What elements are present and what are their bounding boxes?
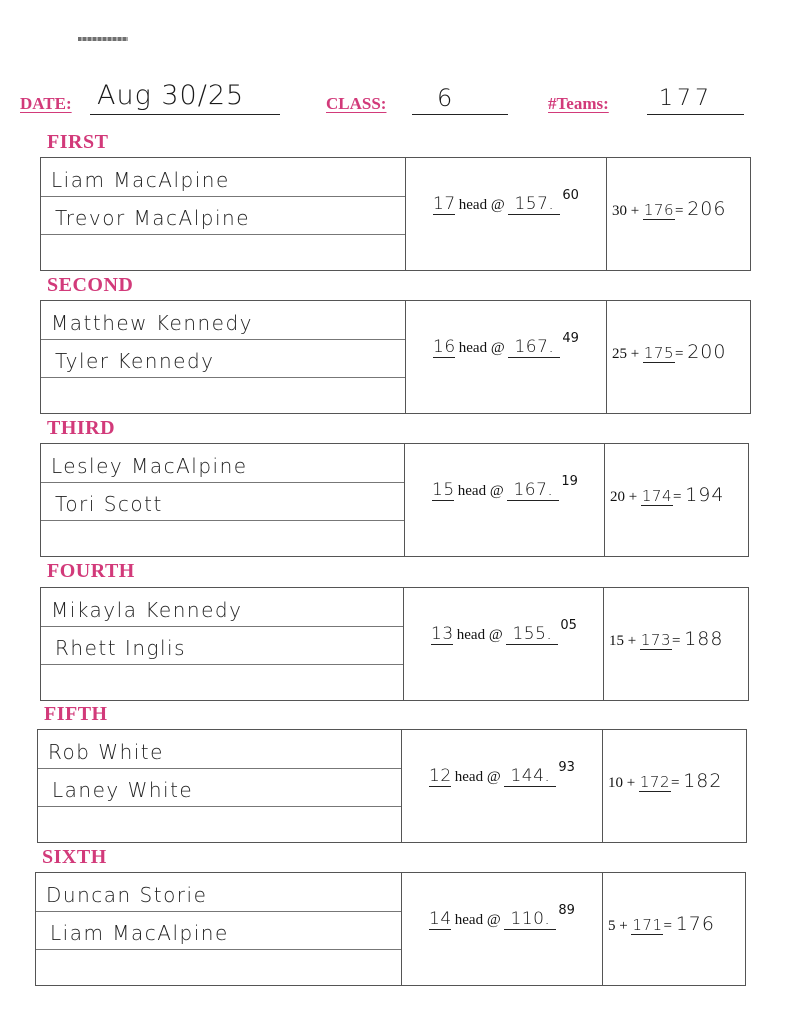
player-name-1: Lesley MacAlpine — [51, 454, 248, 478]
place-heading: FOURTH — [47, 560, 135, 582]
place-heading: SECOND — [47, 274, 134, 296]
player-name-2: Liam MacAlpine — [50, 921, 229, 945]
teams-label: #Teams: — [548, 94, 609, 113]
time-decimal: 19 — [561, 474, 578, 489]
place-heading: THIRD — [47, 417, 116, 439]
points-equation — [610, 484, 724, 506]
points-equation — [612, 341, 726, 363]
score-value: 176 — [643, 201, 675, 219]
time-value: 167. — [508, 337, 560, 358]
points-value: 15 + — [609, 633, 637, 649]
date-line — [90, 114, 280, 115]
player-name-1: Liam MacAlpine — [51, 168, 230, 192]
date-label: DATE: — [20, 94, 72, 113]
time-decimal: 05 — [560, 618, 577, 633]
column-divider — [602, 730, 603, 842]
head-time-entry — [433, 331, 579, 358]
place-heading: FIRST — [47, 131, 109, 153]
head-count: 15 — [432, 480, 455, 500]
head-count: 12 — [429, 766, 452, 786]
result-box — [40, 443, 749, 557]
head-time-entry — [433, 188, 579, 215]
scan-mark — [78, 37, 128, 41]
class-label: CLASS: — [326, 94, 387, 113]
head-time-entry — [429, 903, 575, 930]
head-at-label: head @ — [458, 197, 505, 213]
equals-sign: = — [663, 918, 672, 934]
result-box — [40, 157, 751, 271]
time-value: 157. — [508, 194, 560, 215]
column-divider — [404, 444, 405, 556]
name-row-line — [38, 806, 401, 807]
equals-sign: = — [674, 203, 684, 219]
name-row-line — [41, 196, 405, 197]
points-equation — [609, 628, 723, 650]
score-value: 175 — [643, 344, 675, 362]
player-name-1: Rob White — [48, 740, 164, 764]
total-value: 200 — [687, 341, 727, 363]
head-at-label: head @ — [457, 483, 504, 499]
name-row-line — [41, 482, 404, 483]
head-at-label: head @ — [454, 769, 501, 785]
equals-sign: = — [674, 346, 684, 362]
column-divider — [403, 588, 404, 700]
time-decimal: 49 — [562, 331, 579, 346]
result-box — [40, 587, 749, 701]
name-row-line — [41, 339, 405, 340]
total-value: 182 — [683, 770, 723, 792]
points-value: 5 + — [608, 918, 628, 934]
name-row-line — [41, 377, 405, 378]
name-row-line — [41, 520, 404, 521]
place-heading: SIXTH — [42, 846, 107, 868]
time-value: 155. — [506, 624, 558, 645]
total-value: 188 — [684, 628, 724, 650]
points-value: 20 + — [610, 489, 638, 505]
name-row-line — [38, 768, 401, 769]
column-divider — [603, 588, 604, 700]
score-value: 173 — [640, 631, 672, 649]
name-row-line — [41, 664, 403, 665]
points-equation — [608, 770, 722, 792]
teams-line — [647, 114, 744, 115]
player-name-1: Duncan Storie — [46, 883, 208, 907]
name-row-line — [41, 234, 405, 235]
column-divider — [606, 158, 607, 270]
player-name-2: Tori Scott — [55, 492, 163, 516]
result-box — [35, 872, 746, 986]
column-divider — [604, 444, 605, 556]
column-divider — [401, 730, 402, 842]
head-at-label: head @ — [456, 627, 503, 643]
points-equation — [612, 198, 726, 220]
head-count: 14 — [429, 909, 452, 929]
player-name-2: Trevor MacAlpine — [55, 206, 250, 230]
time-decimal: 60 — [562, 188, 579, 203]
column-divider — [602, 873, 603, 985]
head-at-label: head @ — [454, 912, 501, 928]
class-line — [412, 114, 508, 115]
result-box — [40, 300, 751, 414]
player-name-1: Mikayla Kennedy — [51, 598, 243, 622]
time-value: 110. — [504, 909, 556, 930]
equals-sign: = — [670, 775, 680, 791]
equals-sign: = — [671, 633, 681, 649]
column-divider — [401, 873, 402, 985]
player-name-2: Rhett Inglis — [55, 636, 187, 660]
name-row-line — [41, 626, 403, 627]
class-value: 6 — [437, 84, 454, 112]
place-heading: FIFTH — [44, 703, 108, 725]
head-time-entry — [432, 474, 578, 501]
head-count: 17 — [433, 194, 456, 214]
equals-sign: = — [672, 489, 682, 505]
player-name-1: Matthew Kennedy — [51, 311, 254, 335]
head-time-entry — [431, 618, 577, 645]
time-value: 144. — [504, 766, 556, 787]
result-box — [37, 729, 747, 843]
column-divider — [606, 301, 607, 413]
time-decimal: 93 — [558, 760, 575, 775]
score-value: 171 — [632, 916, 663, 934]
head-time-entry — [429, 760, 575, 787]
time-value: 167. — [507, 480, 559, 501]
points-value: 30 + — [612, 203, 640, 219]
score-value: 172 — [639, 773, 671, 791]
column-divider — [405, 158, 406, 270]
total-value: 194 — [685, 484, 725, 506]
name-row-line — [36, 949, 401, 950]
head-count: 16 — [433, 337, 456, 357]
head-count: 13 — [431, 624, 454, 644]
name-row-line — [36, 911, 401, 912]
score-value: 174 — [641, 487, 673, 505]
points-equation — [608, 913, 715, 935]
column-divider — [405, 301, 406, 413]
player-name-2: Tyler Kennedy — [55, 349, 215, 373]
teams-value: 177 — [659, 86, 713, 111]
total-value: 206 — [687, 198, 727, 220]
points-value: 10 + — [608, 775, 636, 791]
points-value: 25 + — [612, 346, 640, 362]
date-value: Aug 30/25 — [97, 80, 245, 111]
head-at-label: head @ — [458, 340, 505, 356]
time-decimal: 89 — [558, 903, 575, 918]
player-name-2: Laney White — [52, 778, 194, 802]
total-value: 176 — [675, 913, 715, 935]
